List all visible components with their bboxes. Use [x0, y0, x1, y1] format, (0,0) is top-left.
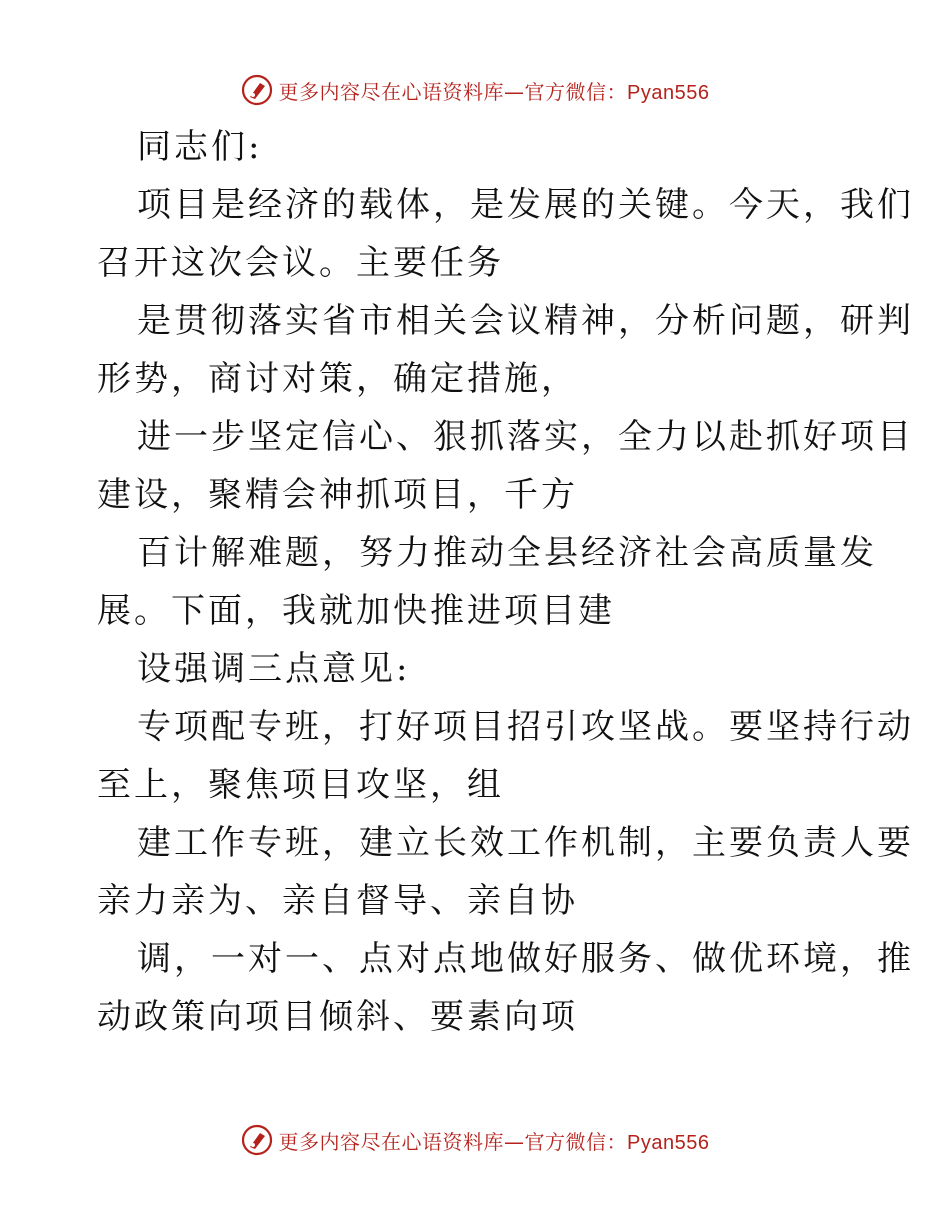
paragraph-line: 百计解难题，努力推动全县经济社会高质量发	[137, 533, 877, 573]
watermark-text	[279, 76, 710, 105]
paragraph-line: 建设，聚精会神抓项目，千方	[97, 475, 578, 515]
watermark-wechat-id: Pyan556	[627, 81, 710, 104]
watermark-site-name: 更多内容尽在心语资料库	[278, 1129, 505, 1154]
watermark-site-name: 更多内容尽在心语资料库	[278, 79, 505, 104]
pen-nib-icon	[241, 1124, 273, 1156]
paragraph-line: 至上，聚焦项目攻坚，组	[97, 765, 504, 805]
watermark-wechat-id: Pyan556	[627, 1131, 710, 1154]
paragraph-line: 召开这次会议。主要任务	[97, 243, 504, 283]
footer-watermark-banner	[0, 1120, 950, 1160]
watermark-text	[279, 1126, 710, 1155]
watermark-wechat-label: 官方微信：	[524, 1129, 628, 1154]
paragraph-line: 进一步坚定信心、狠抓落实，全力以赴抓好项目	[137, 417, 914, 457]
paragraph-line: 调，一对一、点对点地做好服务、做优环境，推	[137, 939, 914, 979]
paragraph-line: 形势，商讨对策，确定措施，	[97, 359, 578, 399]
watermark-separator: —	[504, 1129, 525, 1154]
paragraph-line: 设强调三点意见:	[137, 649, 411, 689]
salutation-line: 同志们:	[137, 127, 263, 167]
paragraph-line: 项目是经济的载体，是发展的关键。今天，我们	[137, 185, 914, 225]
watermark-separator: —	[504, 79, 525, 104]
header-watermark-banner	[0, 70, 950, 110]
paragraph-line: 专项配专班，打好项目招引攻坚战。要坚持行动	[137, 707, 914, 747]
paragraph-line: 展。下面，我就加快推进项目建	[97, 591, 615, 631]
watermark-wechat-label: 官方微信：	[524, 79, 628, 104]
paragraph-line: 动政策向项目倾斜、要素向项	[97, 997, 578, 1037]
pen-nib-icon	[241, 74, 273, 106]
paragraph-line: 是贯彻落实省市相关会议精神，分析问题，研判	[137, 301, 914, 341]
document-body	[97, 118, 914, 1046]
paragraph-line: 建工作专班，建立长效工作机制，主要负责人要	[137, 823, 914, 863]
paragraph-line: 亲力亲为、亲自督导、亲自协	[97, 881, 578, 921]
